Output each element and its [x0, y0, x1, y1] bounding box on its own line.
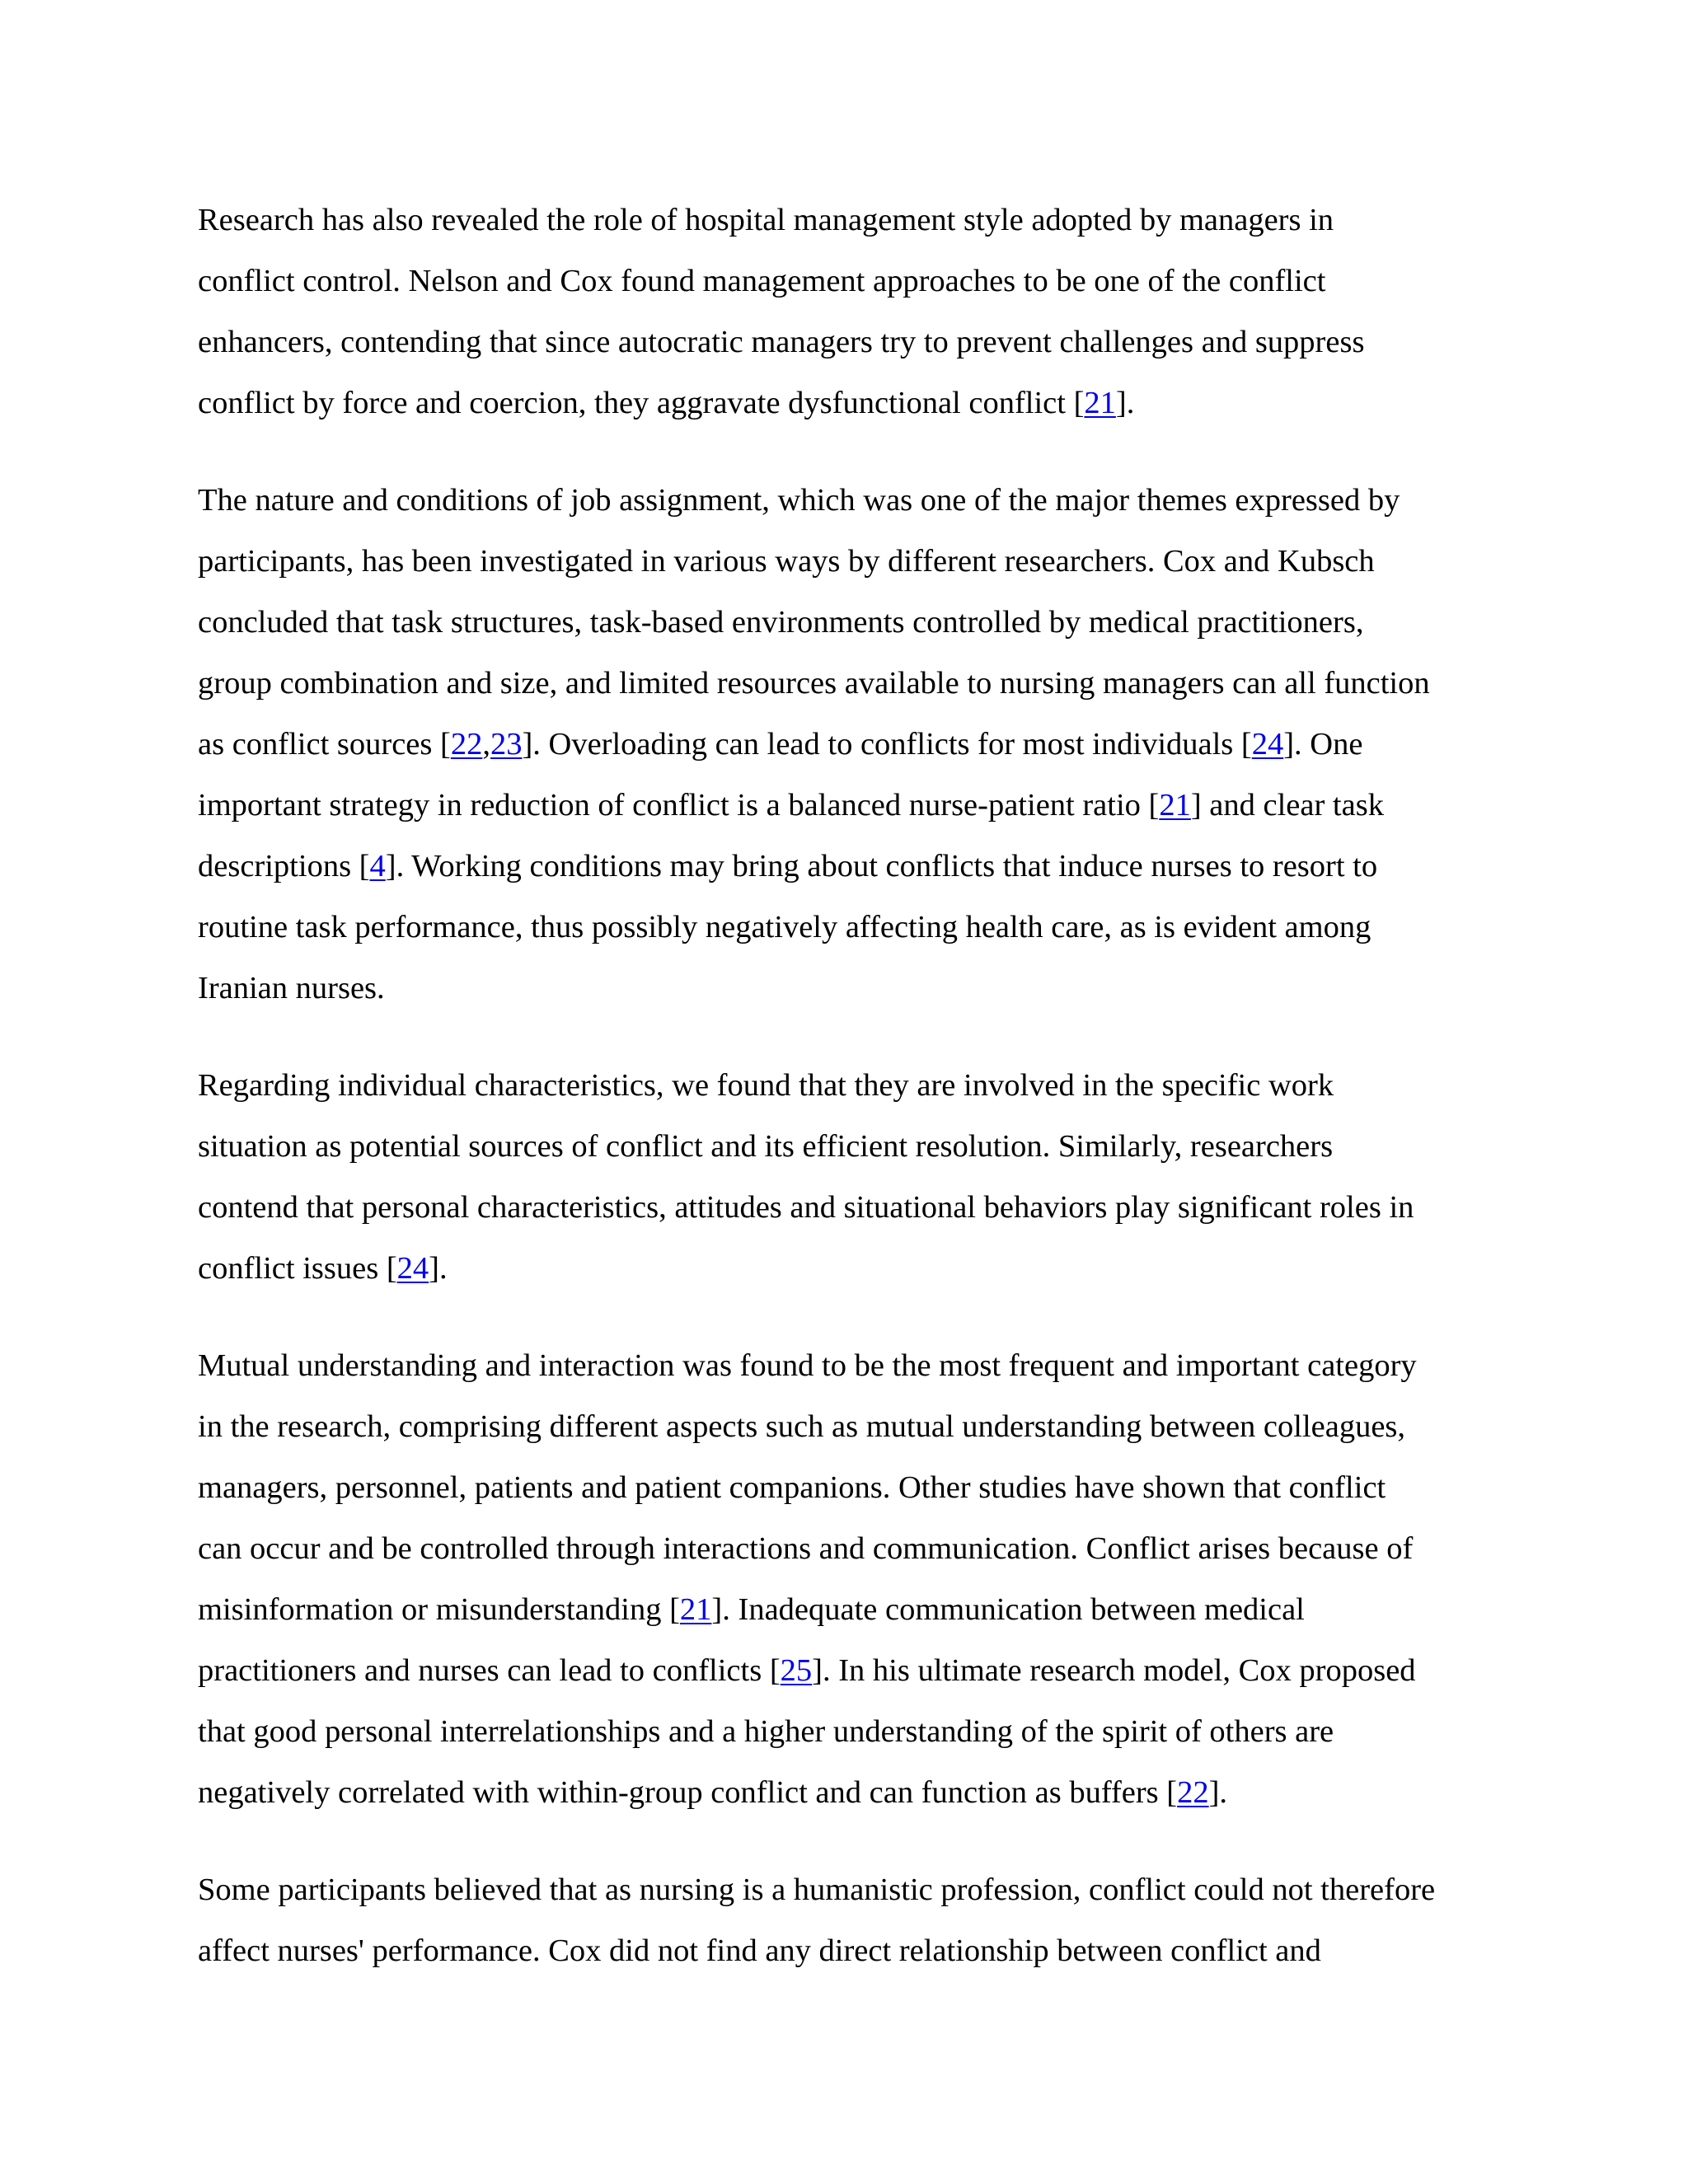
- text-segment: important strategy in reduction of conflict is a balanced nurse-patient ratio [: [198, 788, 1160, 823]
- text-segment: Mutual understanding and interaction was found to be the most frequent and important category: [198, 1348, 1417, 1383]
- text-segment: Research has also revealed the role of hospital management style adopted by managers in: [198, 203, 1334, 237]
- citation-link[interactable]: 24: [1251, 727, 1284, 762]
- text-segment: contend that personal characteristics, attitudes and situational behaviors play significant roles in: [198, 1190, 1414, 1225]
- citation-link[interactable]: 21: [1084, 386, 1116, 420]
- text-segment: routine task performance, thus possibly negatively affecting health care, as is evident among: [198, 910, 1372, 944]
- text-line: [198, 1116, 1517, 1177]
- text-segment: enhancers, contending that since autocratic managers try to prevent challenges and suppress: [198, 325, 1365, 359]
- text-line: [198, 653, 1517, 714]
- text-segment: affect nurses' performance. Cox did not find any direct relationship between conflict and: [198, 1933, 1321, 1968]
- text-segment: participants, has been investigated in various ways by different researchers. Cox and Kubsch: [198, 544, 1375, 579]
- text-segment: ]. Inadequate communication between medical: [711, 1592, 1305, 1627]
- text-segment: ]. One: [1283, 727, 1363, 762]
- citation-link[interactable]: 21: [679, 1592, 712, 1627]
- text-line: [198, 1396, 1517, 1457]
- text-segment: that good personal interrelationships and a higher understanding of the spirit of others are: [198, 1714, 1334, 1749]
- citation-link[interactable]: 4: [369, 849, 386, 883]
- text-segment: ]. Working conditions may bring about conflicts that induce nurses to resort to: [385, 849, 1378, 883]
- paragraph-4: [198, 1335, 1517, 1823]
- citation-link[interactable]: 25: [780, 1653, 813, 1688]
- text-segment: conflict issues [: [198, 1251, 397, 1286]
- text-segment: ,: [482, 727, 490, 762]
- text-segment: as conflict sources [: [198, 727, 451, 762]
- text-segment: practitioners and nurses can lead to conflicts [: [198, 1653, 781, 1688]
- text-segment: can occur and be controlled through interactions and communication. Conflict arises because of: [198, 1531, 1414, 1566]
- text-line: [198, 1177, 1517, 1238]
- text-segment: Some participants believed that as nursing is a humanistic profession, conflict could not therefore: [198, 1872, 1436, 1907]
- citation-link[interactable]: 24: [396, 1251, 429, 1286]
- text-segment: group combination and size, and limited resources available to nursing managers can all function: [198, 666, 1430, 701]
- citation-link[interactable]: 22: [450, 727, 483, 762]
- text-line: [198, 251, 1517, 312]
- text-segment: concluded that task structures, task-based environments controlled by medical practitioners,: [198, 605, 1364, 640]
- text-segment: conflict control. Nelson and Cox found management approaches to be one of the conflict: [198, 264, 1326, 298]
- text-line: [198, 1640, 1517, 1701]
- text-line: [198, 190, 1517, 251]
- text-segment: descriptions [: [198, 849, 370, 883]
- text-line: [198, 1055, 1517, 1116]
- citation-link[interactable]: 23: [490, 727, 523, 762]
- paragraph-2: [198, 470, 1517, 1019]
- text-line: [198, 1457, 1517, 1518]
- text-segment: in the research, comprising different aspects such as mutual understanding between colleagues,: [198, 1409, 1406, 1444]
- text-line: [198, 714, 1517, 775]
- text-segment: ] and clear task: [1190, 788, 1384, 823]
- text-segment: situation as potential sources of conflict and its efficient resolution. Similarly, researchers: [198, 1129, 1334, 1164]
- text-line: [198, 531, 1517, 592]
- text-segment: ].: [429, 1251, 448, 1286]
- citation-link[interactable]: 21: [1159, 788, 1191, 823]
- text-segment: ].: [1115, 386, 1135, 420]
- text-line: [198, 897, 1517, 958]
- text-line: [198, 312, 1517, 373]
- text-line: [198, 958, 1517, 1019]
- text-segment: The nature and conditions of job assignment, which was one of the major themes expressed by: [198, 483, 1400, 518]
- text-segment: misinformation or misunderstanding [: [198, 1592, 680, 1627]
- citation-link[interactable]: 22: [1177, 1775, 1209, 1810]
- text-segment: conflict by force and coercion, they aggravate dysfunctional conflict [: [198, 386, 1085, 420]
- document-page: [198, 190, 1517, 1981]
- text-segment: negatively correlated with within-group conflict and can function as buffers [: [198, 1775, 1178, 1810]
- text-line: [198, 1920, 1517, 1981]
- text-segment: ]. Overloading can lead to conflicts for most individuals [: [522, 727, 1252, 762]
- text-line: [198, 775, 1517, 836]
- text-line: [198, 1335, 1517, 1396]
- text-line: [198, 1701, 1517, 1762]
- text-line: [198, 1762, 1517, 1823]
- text-line: [198, 1518, 1517, 1579]
- paragraph-3: [198, 1055, 1517, 1299]
- text-segment: ].: [1208, 1775, 1228, 1810]
- text-line: [198, 470, 1517, 531]
- paragraph-1: [198, 190, 1517, 434]
- text-line: [198, 1579, 1517, 1640]
- text-segment: ]. In his ultimate research model, Cox proposed: [812, 1653, 1416, 1688]
- text-line: [198, 1859, 1517, 1920]
- text-line: [198, 1238, 1517, 1299]
- text-line: [198, 836, 1517, 897]
- text-segment: managers, personnel, patients and patient companions. Other studies have shown that conflict: [198, 1470, 1386, 1505]
- text-segment: Iranian nurses.: [198, 971, 385, 1005]
- paragraph-5: [198, 1859, 1517, 1981]
- text-segment: Regarding individual characteristics, we found that they are involved in the specific work: [198, 1068, 1334, 1103]
- text-line: [198, 592, 1517, 653]
- text-line: [198, 373, 1517, 434]
